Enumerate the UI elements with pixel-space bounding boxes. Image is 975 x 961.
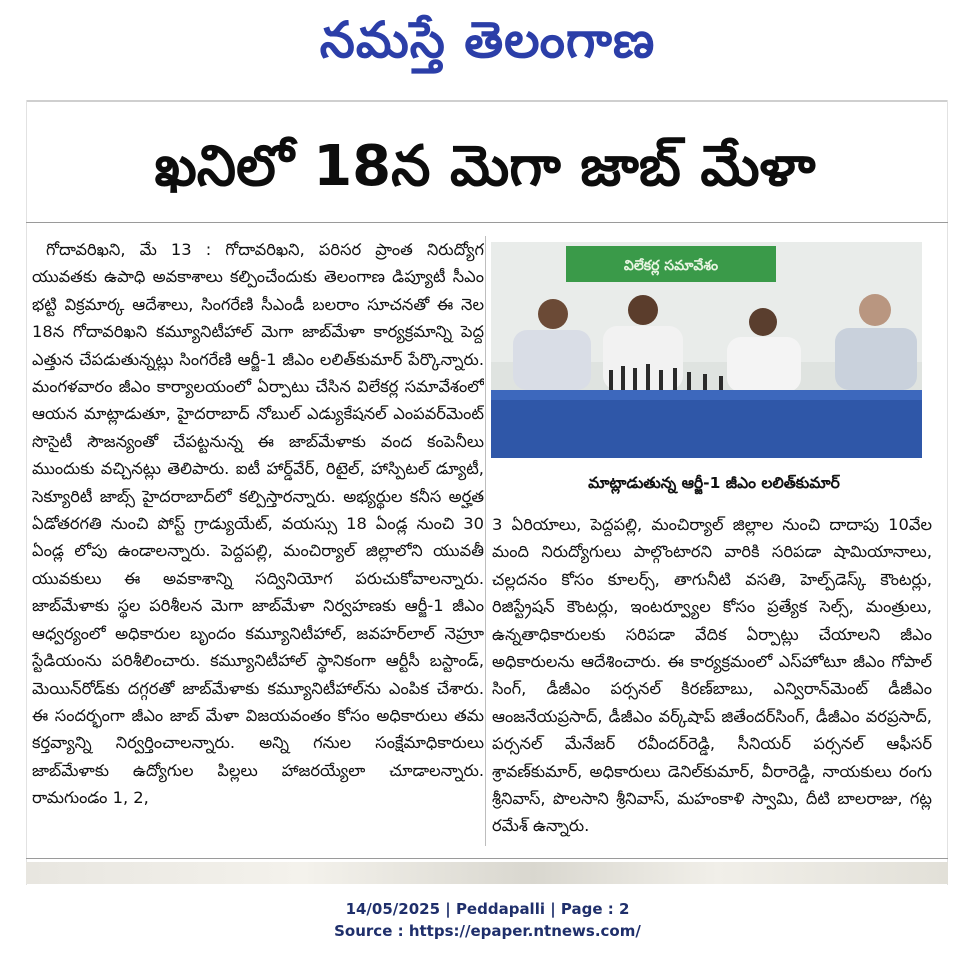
article-column-left bbox=[32, 236, 484, 856]
article-headline: ఖనిలో 18న మెగా జాబ్ మేళా bbox=[154, 134, 816, 199]
next-article-strip bbox=[26, 862, 948, 884]
headline-divider bbox=[26, 222, 948, 223]
masthead bbox=[0, 0, 975, 80]
article-column-right bbox=[492, 511, 932, 856]
article-photo bbox=[491, 242, 922, 458]
article-body-left: గోదావరిఖని, మే 13 : గోదావరిఖని, పరిసర ప్రాంత నిరుద్యోగ యువతకు ఉపాధి అవకాశాలు కల్పించేందుకు తెలంగాణ డిప్యూటీ సీఎం భట్టి విక్రమార్క ఆదేశాలు, సింగరేణి సీఎండీ బలరాం సూచనతో ఈ నెల 18న గోదావరిఖని కమ్యూనిటీహాల్ మెగా జాబ్‌మేళా కార్యక్రమాన్ని పెద్ద ఎత్తున చేపడుతున్నట్లు సింగరేణి ఆర్జీ-1 జీఎం లలిత్‌కుమార్ పేర్కొన్నారు. మంగళవారం జీఎం కార్యాలయంలో ఏర్పాటు చేసిన విలేకర్ల సమావేశంలో ఆయన మాట్లాడుతూ, హైదరాబాద్ నోబుల్ ఎడ్యుకేషనల్ ఎంపవర్‌మెంట్ సొసైటీ సౌజన్యంతో చేపట్టనున్న ఈ జాబ్‌మేళాకు వంద కంపెనీలు ముందుకు వచ్చినట్లు తెలిపారు. ఐటీ హార్డ్‌వేర్, రిటైల్, హాస్పిటల్ డ్యూటీ, సెక్యూరిటీ జాబ్స్ హైదరాబాద్‌లో కల్పిస్తారన్నారు. అభ్యర్థుల కనీస అర్హత ఏడోతరగతి నుంచి పోస్ట్ గ్రాడ్యుయేట్, వయస్సు 18 ఏండ్ల నుంచి 30 ఏండ్ల లోపు ఉండాలన్నారు. పెద్దపల్లి, మంచిర్యాల్ జిల్లాలోని యువతీ యువకులు ఈ అవకాశాన్ని సద్వినియోగ పరుచుకోవాలన్నారు. జాబ్‌మేళాకు స్థల పరిశీలన మెగా జాబ్‌మేళా నిర్వహణకు ఆర్జీ-1 జీఎం ఆధ్వర్యంలో అధికారుల బృందం కమ్యూనిటీహాల్, జవహర్‌లాల్ నెహ్రూ స్టేడియంను పరిశీలించారు. కమ్యూనిటీహాల్ స్థానికంగా ఆర్టీసీ బస్టాండ్, మెయిన్‌రోడ్‌కు దగ్గరతో జాబ్‌మేళాకు కమ్యూనిటీహాల్‌ను ఎంపిక చేశారు. ఈ సందర్భంగా జీఎం జాబ్ మేళా విజయవంతం కోసం అధికారులు తమ కర్తవ్యాన్ని నిర్వర్తించాలన్నారు. అన్ని గనుల సంక్షేమాధికారులు జాబ్‌మేళాకు ఉద్యోగుల పిల్లలు హాజరయ్యేలా చూడాలన్నారు. రామగుండం 1, 2, bbox=[32, 240, 484, 808]
article-body-right: 3 ఏరియాలు, పెద్దపల్లి, మంచిర్యాల్ జిల్లాల నుంచి దాదాపు 10వేల మంది నిరుద్యోగులు పాల్గొంటారని వారికి సరిపడా షామియానాలు, చల్లదనం కోసం కూలర్స్, తాగునీటి వసతి, హెల్ప్‌డెస్క్ కౌంటర్లు, రిజిస్ట్రేషన్ కౌంటర్లు, ఇంటర్వ్యూల కోసం ప్రత్యేక సెల్స్, మంత్రులు, ఉన్నతాధికారులకు సరిపడా వేదిక ఏర్పాట్లు చేయాలని జీఎం అధికారులను ఆదేశించారు. ఈ కార్యక్రమంలో ఎస్‌హోటూ జీఎం గోపాల్ సింగ్, డీజీఎం పర్సనల్ కిరణ్‌బాబు, ఎన్విరాన్‌మెంట్ డీజీఎం ఆంజనేయప్రసాద్, డీజీఎం వర్క్‌షాప్ జితేందర్‌సింగ్, డీజీఎం వరప్రసాద్, పర్సనల్ మేనేజర్ రవీందర్‌రెడ్డి, సీనియర్ పర్సనల్ ఆఫీసర్ శ్రావణ్‌కుమార్, అధికారులు డెనిల్‌కుమార్, వీరారెడ్డి, నాయకులు రంగు శ్రీనివాస్, పొలసాని శ్రీనివాస్, మహంకాళి స్వామి, దీటి బాలరాజు, గట్ల రమేశ్ ఉన్నారు. bbox=[492, 515, 932, 836]
photo-table bbox=[491, 390, 922, 458]
frame-right-border bbox=[947, 100, 948, 885]
photo-caption: మాట్లాడుతున్న ఆర్జీ-1 జీఎం లలిత్‌కుమార్ bbox=[588, 474, 840, 492]
newspaper-logo: నమస్తే తెలంగాణ bbox=[319, 10, 656, 69]
photo-banner-text: విలేకర్ల సమావేశం bbox=[623, 258, 719, 274]
source-link[interactable]: Source : https://epaper.ntnews.com/ bbox=[334, 922, 641, 940]
bottom-divider bbox=[26, 858, 948, 859]
press-meet-photo bbox=[491, 242, 922, 458]
frame-top-border bbox=[26, 100, 948, 102]
edition-info: 14/05/2025 | Peddapalli | Page : 2 bbox=[345, 900, 630, 918]
frame-left-border bbox=[26, 100, 27, 885]
page-footer bbox=[0, 898, 975, 942]
column-divider bbox=[485, 236, 486, 846]
